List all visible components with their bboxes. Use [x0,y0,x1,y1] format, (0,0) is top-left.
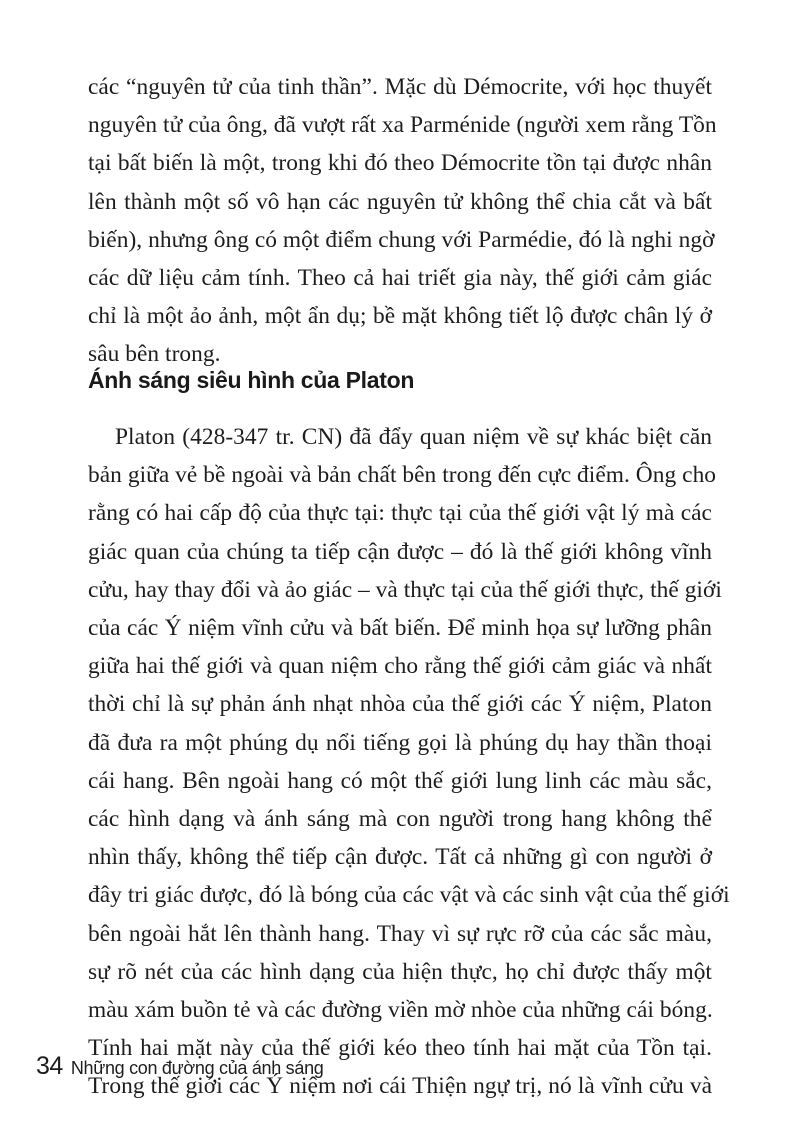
text-line: nhìn thấy, không thể tiếp cận được. Tất cả những gì con người ở [88,844,712,871]
paragraph-2 [88,418,730,1106]
text-line: của các Ý niệm vĩnh cửu và bất biến. Để minh họa sự lưỡng phân [88,615,712,642]
text-line: đây tri giác được, đó là bóng của các vật và các sinh vật của thế giới [88,882,730,909]
paragraph-1 [88,68,717,374]
text-line: bản giữa vẻ bề ngoài và bản chất bên trong đến cực điểm. Ông cho [88,462,717,489]
text-line: cửu, hay thay đổi và ảo giác – và thực tại của thế giới thực, thế giới [88,576,722,603]
running-title: Những con đường của ánh sáng [70,1058,324,1078]
text-line: thời chỉ là sự phản ánh nhạt nhòa của thế giới các Ý niệm, Platon [88,691,712,718]
page-footer [36,1052,324,1081]
text-line: sâu bên trong. [88,341,221,368]
text-line: màu xám buồn tẻ và các đường viền mờ nhòe của những cái bóng. [88,997,713,1024]
section-heading: Ánh sáng siêu hình của Platon [88,367,415,393]
text-line: đã đưa ra một phúng dụ nổi tiếng gọi là phúng dụ hay thần thoại [88,729,712,756]
text-line: Platon (428-347 tr. CN) đã đẩy quan niệm về sự khác biệt căn [115,424,712,450]
text-line: bên ngoài hắt lên thành hang. Thay vì sự rực rỡ của các sắc màu, [88,920,712,947]
text-line: Tính hai mặt này của thế giới kéo theo tính hai mặt của Tồn tại. [88,1035,712,1062]
text-line: tại bất biến là một, trong khi đó theo Démocrite tồn tại được nhân [88,150,712,177]
text-line: các “nguyên tử của tinh thần”. Mặc dù Démocrite, với học thuyết [88,74,712,100]
page-number: 34 [36,1052,63,1080]
text-line: các dữ liệu cảm tính. Theo cả hai triết gia này, thế giới cảm giác [88,265,712,292]
text-line: sự rõ nét của các hình dạng của hiện thực, họ chỉ được thấy một [88,958,712,985]
text-line: các hình dạng và ánh sáng mà con người trong hang không thể [88,806,712,833]
text-line: lên thành một số vô hạn các nguyên tử không thể chia cắt và bất [88,188,712,215]
text-line: cái hang. Bên ngoài hang có một thế giới lung linh các màu sắc, [88,767,712,794]
text-line: giác quan của chúng ta tiếp cận được – đó là thế giới không vĩnh [88,538,712,565]
text-line: giữa hai thế giới và quan niệm cho rằng thế giới cảm giác và nhất [88,653,712,680]
text-line: rằng có hai cấp độ của thực tại: thực tại của thế giới vật lý mà các [88,500,712,527]
text-line: biến), nhưng ông có một điểm chung với Parmédie, đó là nghi ngờ [88,226,715,253]
text-line: Trong thế giới các Ý niệm nơi cái Thiện ngự trị, nó là vĩnh cửu và [88,1073,712,1100]
text-line: nguyên tử của ông, đã vượt rất xa Parménide (người xem rằng Tồn [88,112,717,139]
text-line: chỉ là một ảo ảnh, một ẩn dụ; bề mặt không tiết lộ được chân lý ở [88,303,712,330]
